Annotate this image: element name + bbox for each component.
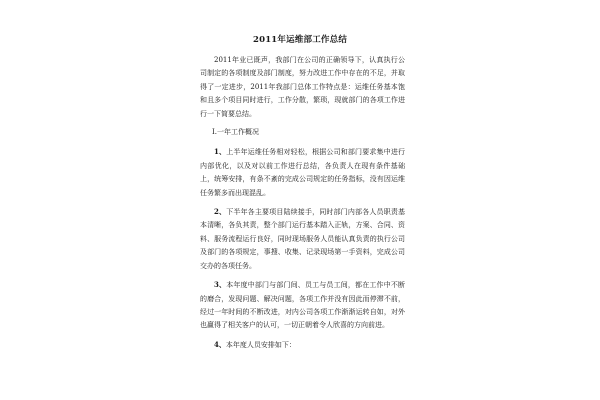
document-body [200,52,405,357]
document-title: 2011年运维部工作总结 [252,35,348,45]
list-item [200,205,405,273]
list-item [200,145,405,200]
item-text: 本年度中部门与部门间、员工与员工间，都在工作中不断的磨合，发现问题、解决问题，各项工作并没有因此而停滞不前，经过一年时间的不断改进，对内公司各项工作渐渐运转自如，对外也赢得了相关客户的认可，一切正朝着令人欣喜的方向前进。 [200,281,406,330]
item-text: 下半年各主要项目陆续接手，同时部门内部各人员职责基本清晰，各负其责，整个部门运行基本踏入正轨，方案、合同、资料、服务流程运行良好，同时现场服务人员能认真负责的执行公司及部门的各项规定，事搜、收集、记录现场第一手资料，完成公司交办的各项任务。 [200,208,406,270]
item-number: 1、 [214,147,227,157]
section-heading: Ⅰ.一年工作概况 [212,128,259,137]
list-item [200,338,405,352]
intro-paragraph: 2011年业已既声，我部门在公司的正确领导下，认真执行公司制定的各项制度及部门制度，努力改进工作中存在的不足，并取得了一定进步，2011年我部门总体工作特点是：运维任务基本饱和且多个项目同时进行，工作分散，繁琐，现就部门的各项工作进行一下简要总结。 [200,56,405,118]
item-number: 2、 [214,207,227,217]
list-item [200,278,405,333]
item-number: 4、 [214,339,226,349]
item-text: 上半年运维任务相对轻松，根据公司和部门要求集中进行内部优化，以及对以前工作进行总结，各负责人在现有条件基础上，统筹安排，有条不紊的完成公司规定的任务指标，没有因运维任务繁多而出现混乱。 [200,148,406,197]
item-number: 3、 [214,280,227,290]
item-text: 本年度人员安排如下： [225,340,296,349]
